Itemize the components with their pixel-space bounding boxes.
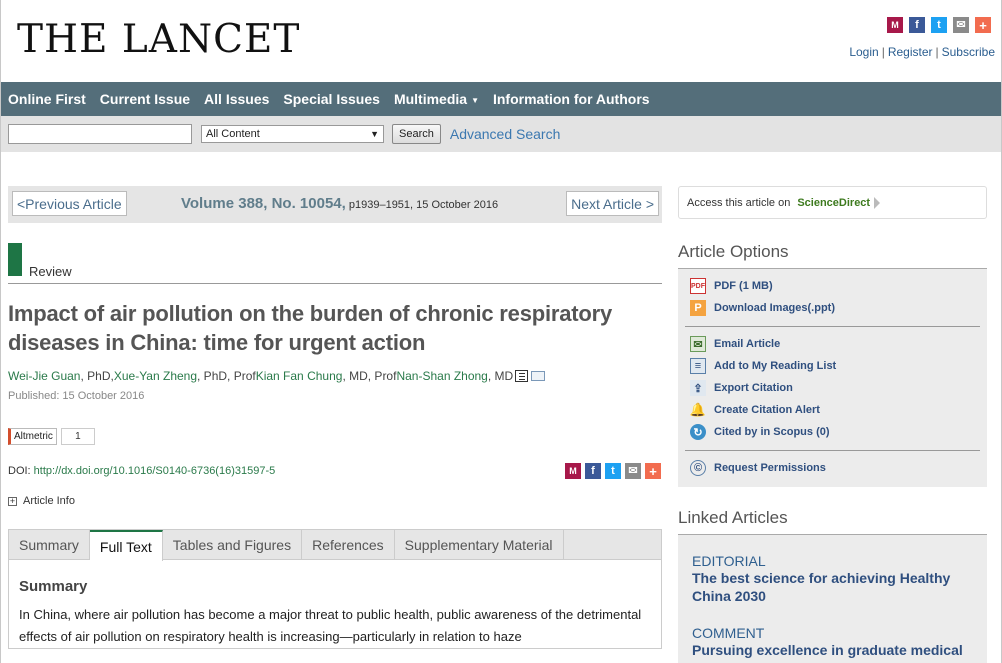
twitter-icon[interactable]: t: [605, 463, 621, 479]
volume-number[interactable]: Volume 388, No. 10054,: [181, 195, 346, 212]
option-label: Create Citation Alert: [714, 404, 820, 416]
linked-article-link[interactable]: The best science for achieving Healthy China 2030: [692, 570, 951, 604]
reading-list-icon: ≡: [690, 358, 706, 374]
search-scope-select[interactable]: [201, 125, 384, 143]
access-label: Access this article on: [687, 196, 791, 209]
content-tabs-panel: [8, 529, 662, 649]
twitter-icon[interactable]: t: [931, 17, 947, 33]
plus-icon[interactable]: +: [645, 463, 661, 479]
download-images-option[interactable]: [685, 297, 980, 319]
tab-supplementary-material[interactable]: Supplementary Material: [395, 530, 564, 559]
email-article-icon: ✉: [690, 336, 706, 352]
article-type-block: [8, 243, 662, 284]
bell-icon: 🔔: [689, 402, 707, 417]
permissions-icon: ©: [690, 460, 706, 476]
site-logo[interactable]: THE LANCET: [17, 17, 301, 62]
nav-information-for-authors[interactable]: Information for Authors: [492, 91, 650, 107]
nav-current-issue[interactable]: Current Issue: [99, 91, 191, 107]
tab-tables-and-figures[interactable]: Tables and Figures: [163, 530, 302, 559]
volume-pages: p1939–1951, 15 October 2016: [345, 199, 499, 211]
mail-icon[interactable]: [531, 371, 545, 381]
article-type: Review: [29, 264, 72, 279]
option-label: Cited by in Scopus (0): [714, 426, 830, 438]
next-article-button[interactable]: Next Article >: [566, 191, 659, 216]
divider: [685, 326, 980, 327]
nav-online-first[interactable]: Online First: [8, 91, 86, 107]
content-tabs: [9, 530, 661, 560]
email-article-option[interactable]: [685, 333, 980, 355]
author-list: [8, 369, 662, 383]
author-link[interactable]: Kian Fan Chung: [255, 369, 343, 383]
author-degree: , MD, Prof: [342, 369, 397, 383]
doi-row: [8, 465, 662, 481]
chevron-down-icon: ▼: [471, 95, 479, 105]
option-label: Request Permissions: [714, 462, 826, 474]
scopus-citations-option[interactable]: [685, 421, 980, 443]
auth-links: [849, 45, 995, 59]
register-link[interactable]: Register: [887, 45, 933, 59]
pdf-icon: PDF: [690, 278, 706, 294]
tab-references[interactable]: References: [302, 530, 395, 559]
option-label: PDF (1 MB): [714, 280, 773, 292]
login-link[interactable]: Login: [849, 45, 879, 59]
summary-text: In China, where air pollution has become a major threat to public health, public awareness of the detrimental effects of air pollution on respiratory health is increasing—particularly in relation to haze: [19, 607, 642, 644]
access-article-box[interactable]: [678, 186, 987, 219]
published-date: Published: 15 October 2016: [8, 390, 145, 402]
article-info-toggle[interactable]: [8, 495, 662, 507]
linked-article-type: EDITORIAL: [692, 553, 766, 569]
altmetric-widget[interactable]: [8, 428, 662, 445]
main-nav: [1, 82, 1001, 116]
option-label: Export Citation: [714, 382, 793, 394]
author-degree: , PhD,: [80, 369, 114, 383]
tab-full-text[interactable]: Full Text: [90, 530, 163, 561]
article-info-label: Article Info: [23, 495, 75, 507]
option-label: Download Images(.ppt): [714, 302, 835, 314]
author-degree: , MD: [487, 369, 514, 383]
export-icon: ⇪: [690, 380, 706, 396]
article-type-marker: [8, 243, 22, 276]
scopus-icon: ↻: [690, 424, 706, 440]
share-toolbar-article: [565, 463, 661, 479]
separator: |: [881, 45, 885, 59]
divider: [685, 450, 980, 451]
export-citation-option[interactable]: [685, 377, 980, 399]
mendeley-icon[interactable]: M: [887, 17, 903, 33]
doi-label: DOI:: [8, 465, 34, 477]
citation-alert-option[interactable]: [685, 399, 980, 421]
summary-heading: Summary: [19, 578, 88, 595]
article-navigation: [8, 186, 662, 223]
article-options: [678, 269, 987, 487]
nav-special-issues[interactable]: Special Issues: [283, 91, 380, 107]
previous-article-button[interactable]: <Previous Article: [12, 191, 127, 216]
email-icon[interactable]: ✉: [625, 463, 641, 479]
option-label: Add to My Reading List: [714, 360, 837, 372]
author-link[interactable]: Wei-Jie Guan: [8, 369, 81, 383]
plus-icon[interactable]: +: [975, 17, 991, 33]
altmetric-score[interactable]: 1: [61, 428, 95, 445]
facebook-icon[interactable]: f: [585, 463, 601, 479]
dropdown-arrow-icon: ▼: [370, 129, 379, 139]
altmetric-badge[interactable]: Altmetric: [8, 428, 57, 445]
request-permissions-option[interactable]: [685, 457, 980, 479]
option-label: Email Article: [714, 338, 781, 350]
nav-all-issues[interactable]: All Issues: [204, 91, 270, 107]
volume-info: [181, 195, 498, 213]
separator: |: [935, 45, 939, 59]
search-scope-value: All Content: [206, 128, 260, 140]
subscribe-link[interactable]: Subscribe: [941, 45, 995, 59]
advanced-search-link[interactable]: Advanced Search: [449, 126, 561, 142]
sidebar: [678, 186, 987, 663]
author-link[interactable]: Xue-Yan Zheng: [113, 369, 198, 383]
author-link[interactable]: Nan-Shan Zhong: [396, 369, 488, 383]
nav-multimedia[interactable]: [394, 91, 479, 107]
sciencedirect-link[interactable]: ScienceDirect: [797, 196, 871, 209]
correspondence-icon[interactable]: [515, 370, 528, 382]
pdf-option[interactable]: [685, 275, 980, 297]
ppt-icon: P: [690, 300, 706, 316]
reading-list-option[interactable]: [685, 355, 980, 377]
linked-articles: [678, 535, 987, 663]
article-title: Impact of air pollution on the burden of chronic respiratory diseases in China: time for urgent action: [8, 301, 613, 355]
doi-link[interactable]: http://dx.doi.org/10.1016/S0140-6736(16)31597-5: [33, 465, 276, 477]
linked-articles-heading: Linked Articles: [678, 508, 987, 535]
search-input[interactable]: [8, 124, 192, 144]
linked-article-link[interactable]: Pursuing excellence in graduate medical: [692, 642, 963, 658]
article-column: [8, 186, 662, 649]
nav-multimedia-label: Multimedia: [393, 91, 468, 107]
facebook-icon[interactable]: f: [909, 17, 925, 33]
article-options-heading: Article Options: [678, 242, 987, 269]
header: [1, 0, 1001, 82]
email-icon[interactable]: ✉: [953, 17, 969, 33]
author-degree: , PhD, Prof: [197, 369, 256, 383]
share-toolbar-top: [887, 17, 991, 33]
search-button[interactable]: Search: [392, 124, 441, 144]
arrow-right-icon: [874, 197, 880, 209]
linked-article-type: COMMENT: [692, 625, 765, 641]
expand-icon: +: [9, 495, 16, 506]
tab-summary[interactable]: Summary: [9, 530, 90, 559]
mendeley-icon[interactable]: M: [565, 463, 581, 479]
search-bar: [1, 116, 1001, 152]
